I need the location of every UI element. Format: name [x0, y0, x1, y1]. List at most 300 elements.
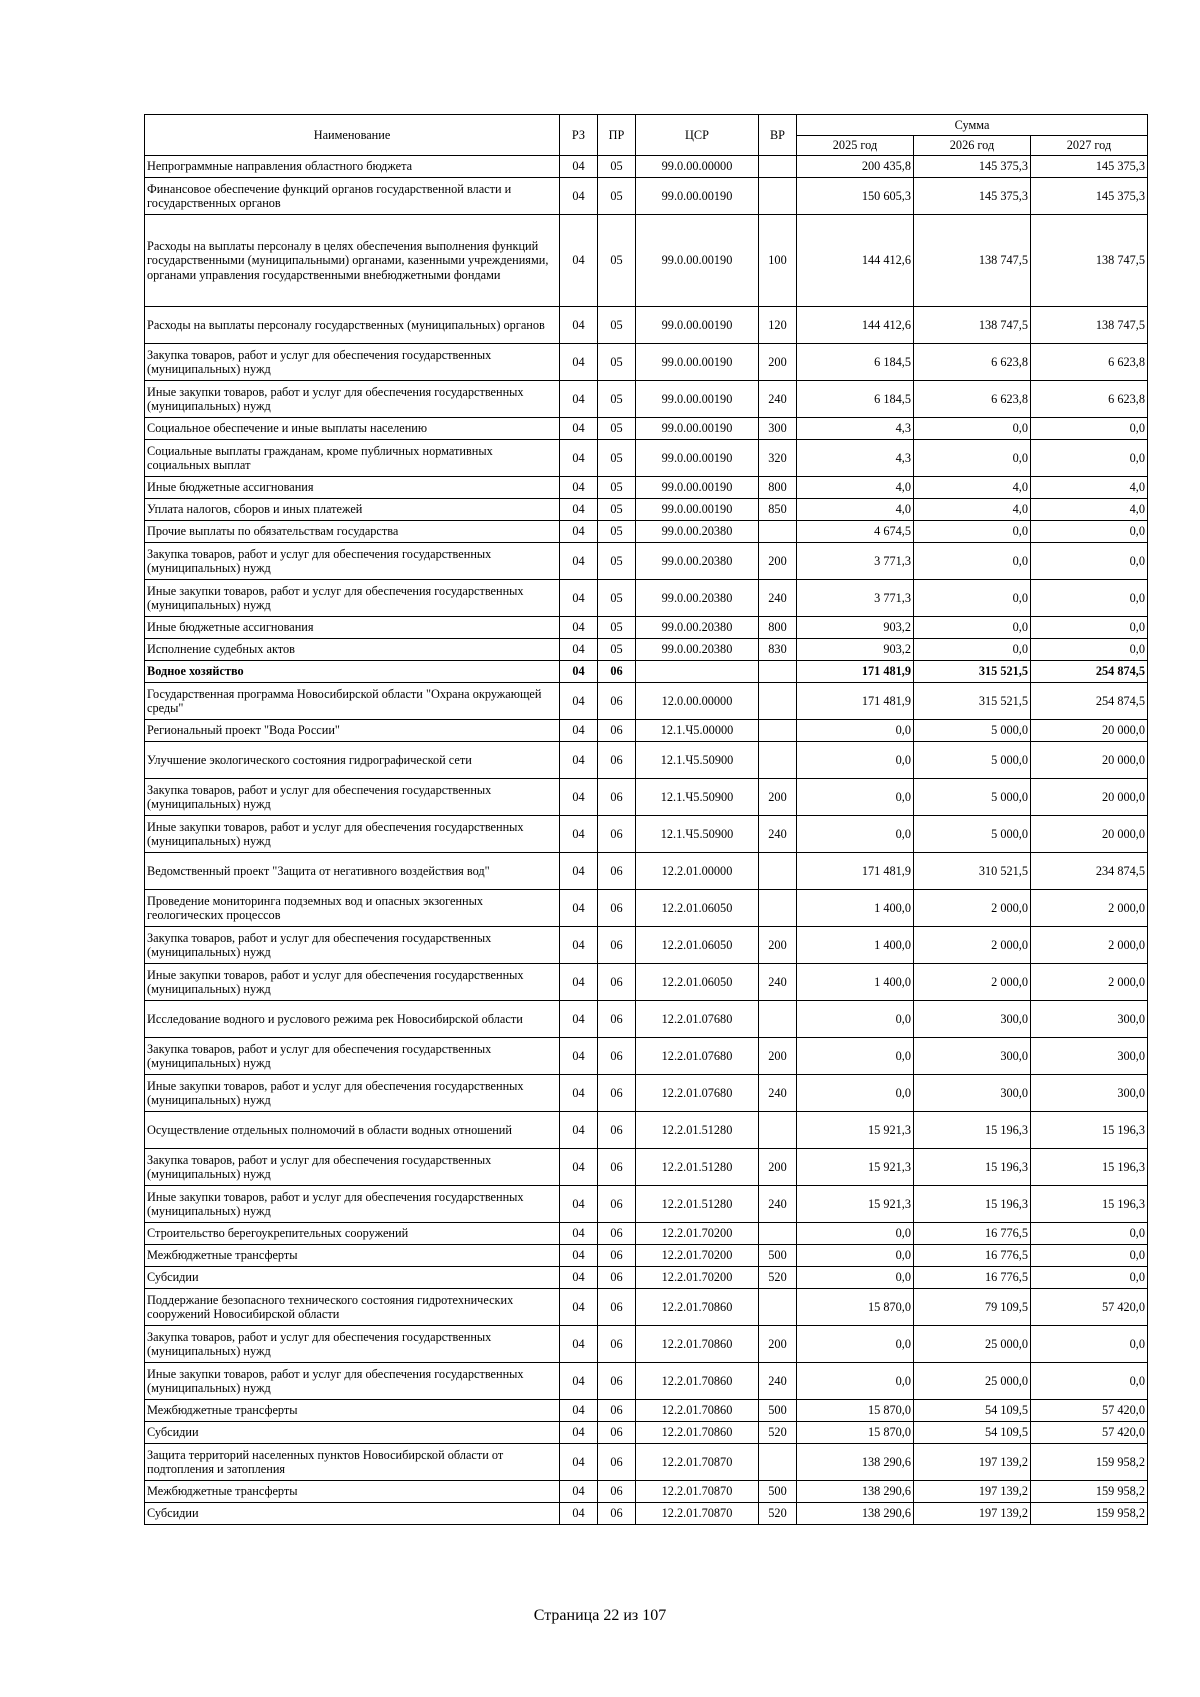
row-csr: 12.1.Ч5.50900: [636, 779, 759, 816]
row-csr: 12.2.01.07680: [636, 1001, 759, 1038]
row-rz: 04: [560, 1038, 598, 1075]
row-csr: 12.2.01.70200: [636, 1267, 759, 1289]
row-amount-2026: 0,0: [914, 639, 1031, 661]
table-row: [145, 1075, 1148, 1112]
row-name: Иные бюджетные ассигнования: [145, 477, 560, 499]
row-csr: 99.0.00.00000: [636, 156, 759, 178]
row-name: Межбюджетные трансферты: [145, 1400, 560, 1422]
row-amount-2026: 79 109,5: [914, 1289, 1031, 1326]
row-amount-2025: 0,0: [797, 1267, 914, 1289]
table-row: [145, 580, 1148, 617]
row-csr: 12.2.01.70860: [636, 1363, 759, 1400]
row-amount-2025: 1 400,0: [797, 964, 914, 1001]
row-name: Прочие выплаты по обязательствам государства: [145, 521, 560, 543]
table-row: [145, 521, 1148, 543]
row-rz: 04: [560, 1001, 598, 1038]
table-row: [145, 853, 1148, 890]
row-vr: 520: [759, 1267, 797, 1289]
row-amount-2025: 6 184,5: [797, 344, 914, 381]
row-amount-2027: 2 000,0: [1031, 964, 1148, 1001]
row-amount-2026: 16 776,5: [914, 1267, 1031, 1289]
row-name: Расходы на выплаты персоналу государственных (муниципальных) органов: [145, 307, 560, 344]
row-pr: 05: [598, 215, 636, 307]
row-pr: 06: [598, 742, 636, 779]
row-amount-2025: 3 771,3: [797, 580, 914, 617]
row-pr: 05: [598, 580, 636, 617]
row-amount-2027: 300,0: [1031, 1001, 1148, 1038]
row-pr: 06: [598, 1444, 636, 1481]
row-rz: 04: [560, 1245, 598, 1267]
row-amount-2025: 0,0: [797, 1326, 914, 1363]
row-rz: 04: [560, 1422, 598, 1444]
row-rz: 04: [560, 720, 598, 742]
row-rz: 04: [560, 1186, 598, 1223]
row-amount-2026: 5 000,0: [914, 816, 1031, 853]
row-amount-2027: 0,0: [1031, 1267, 1148, 1289]
row-name: Государственная программа Новосибирской области "Охрана окружающей среды": [145, 683, 560, 720]
row-amount-2026: 4,0: [914, 499, 1031, 521]
row-amount-2026: 0,0: [914, 580, 1031, 617]
row-name: Социальное обеспечение и иные выплаты населению: [145, 418, 560, 440]
row-amount-2027: 159 958,2: [1031, 1481, 1148, 1503]
row-vr: [759, 1001, 797, 1038]
row-amount-2026: 0,0: [914, 440, 1031, 477]
row-csr: 12.1.Ч5.50900: [636, 742, 759, 779]
row-name: Водное хозяйство: [145, 661, 560, 683]
table-row: [145, 927, 1148, 964]
row-csr: 12.1.Ч5.50900: [636, 816, 759, 853]
row-name: Иные закупки товаров, работ и услуг для обеспечения государственных (муниципальных) нужд: [145, 964, 560, 1001]
header-vr: ВР: [759, 115, 797, 156]
row-amount-2026: 54 109,5: [914, 1400, 1031, 1422]
table-row: [145, 543, 1148, 580]
row-amount-2025: 1 400,0: [797, 890, 914, 927]
row-vr: 200: [759, 1149, 797, 1186]
row-vr: [759, 661, 797, 683]
row-csr: 99.0.00.20380: [636, 639, 759, 661]
row-amount-2026: 15 196,3: [914, 1112, 1031, 1149]
row-amount-2025: 0,0: [797, 1363, 914, 1400]
row-vr: 200: [759, 779, 797, 816]
row-csr: 12.2.01.70870: [636, 1503, 759, 1525]
row-vr: 500: [759, 1481, 797, 1503]
row-amount-2025: 15 870,0: [797, 1400, 914, 1422]
row-rz: 04: [560, 1444, 598, 1481]
table-row: [145, 1422, 1148, 1444]
row-amount-2025: 0,0: [797, 1245, 914, 1267]
row-amount-2027: 6 623,8: [1031, 381, 1148, 418]
row-csr: 12.2.01.07680: [636, 1075, 759, 1112]
row-rz: 04: [560, 381, 598, 418]
row-amount-2026: 197 139,2: [914, 1503, 1031, 1525]
row-rz: 04: [560, 779, 598, 816]
row-vr: [759, 521, 797, 543]
row-csr: 12.2.01.70860: [636, 1400, 759, 1422]
row-amount-2025: 1 400,0: [797, 927, 914, 964]
table-row: [145, 661, 1148, 683]
row-rz: 04: [560, 178, 598, 215]
row-csr: 12.2.01.70860: [636, 1422, 759, 1444]
row-csr: 99.0.00.00190: [636, 440, 759, 477]
table-row: [145, 1326, 1148, 1363]
row-csr: 99.0.00.00190: [636, 477, 759, 499]
table-row: [145, 1363, 1148, 1400]
row-amount-2025: 4,0: [797, 499, 914, 521]
row-amount-2027: 138 747,5: [1031, 215, 1148, 307]
row-vr: 240: [759, 964, 797, 1001]
header-year-2025: 2025 год: [797, 136, 914, 156]
table-header: [145, 115, 1148, 156]
row-amount-2027: 0,0: [1031, 1326, 1148, 1363]
row-amount-2025: 171 481,9: [797, 853, 914, 890]
row-pr: 05: [598, 521, 636, 543]
row-pr: 06: [598, 661, 636, 683]
row-name: Региональный проект "Вода России": [145, 720, 560, 742]
row-csr: 99.0.00.20380: [636, 580, 759, 617]
table-row: [145, 742, 1148, 779]
row-amount-2026: 16 776,5: [914, 1245, 1031, 1267]
row-vr: [759, 890, 797, 927]
row-amount-2025: 15 921,3: [797, 1112, 914, 1149]
row-csr: 99.0.00.00190: [636, 418, 759, 440]
row-pr: 06: [598, 1186, 636, 1223]
row-vr: [759, 1112, 797, 1149]
table-row: [145, 683, 1148, 720]
row-rz: 04: [560, 1481, 598, 1503]
row-csr: 99.0.00.20380: [636, 521, 759, 543]
row-amount-2027: 0,0: [1031, 1363, 1148, 1400]
row-csr: 12.2.01.51280: [636, 1149, 759, 1186]
row-name: Защита территорий населенных пунктов Новосибирской области от подтопления и затопления: [145, 1444, 560, 1481]
row-rz: 04: [560, 307, 598, 344]
row-amount-2026: 5 000,0: [914, 720, 1031, 742]
row-name: Проведение мониторинга подземных вод и опасных экзогенных геологических процессов: [145, 890, 560, 927]
table-row: [145, 964, 1148, 1001]
row-rz: 04: [560, 617, 598, 639]
row-csr: 12.2.01.70870: [636, 1481, 759, 1503]
row-pr: 05: [598, 477, 636, 499]
table-row: [145, 1186, 1148, 1223]
header-csr: ЦСР: [636, 115, 759, 156]
row-pr: 06: [598, 1400, 636, 1422]
row-name: Непрограммные направления областного бюджета: [145, 156, 560, 178]
budget-table: [144, 114, 1148, 1525]
row-vr: 850: [759, 499, 797, 521]
row-csr: 12.2.01.70870: [636, 1444, 759, 1481]
row-name: Иные закупки товаров, работ и услуг для обеспечения государственных (муниципальных) нужд: [145, 1186, 560, 1223]
row-csr: [636, 661, 759, 683]
row-amount-2026: 138 747,5: [914, 215, 1031, 307]
row-vr: 120: [759, 307, 797, 344]
row-vr: [759, 1289, 797, 1326]
row-amount-2026: 0,0: [914, 418, 1031, 440]
row-amount-2026: 0,0: [914, 521, 1031, 543]
row-amount-2026: 197 139,2: [914, 1444, 1031, 1481]
row-name: Закупка товаров, работ и услуг для обеспечения государственных (муниципальных) нужд: [145, 779, 560, 816]
row-amount-2027: 2 000,0: [1031, 890, 1148, 927]
row-rz: 04: [560, 964, 598, 1001]
row-vr: 800: [759, 477, 797, 499]
row-amount-2027: 2 000,0: [1031, 927, 1148, 964]
table-row: [145, 1444, 1148, 1481]
row-amount-2027: 300,0: [1031, 1075, 1148, 1112]
row-vr: 500: [759, 1400, 797, 1422]
row-csr: 12.2.01.51280: [636, 1186, 759, 1223]
row-csr: 99.0.00.00190: [636, 344, 759, 381]
row-amount-2025: 15 870,0: [797, 1422, 914, 1444]
row-amount-2027: 20 000,0: [1031, 779, 1148, 816]
row-csr: 99.0.00.00190: [636, 307, 759, 344]
row-vr: 240: [759, 1075, 797, 1112]
row-vr: 300: [759, 418, 797, 440]
row-name: Закупка товаров, работ и услуг для обеспечения государственных (муниципальных) нужд: [145, 1326, 560, 1363]
row-csr: 12.2.01.00000: [636, 853, 759, 890]
row-pr: 06: [598, 1038, 636, 1075]
row-pr: 05: [598, 543, 636, 580]
row-amount-2026: 2 000,0: [914, 964, 1031, 1001]
table-row: [145, 1503, 1148, 1525]
row-csr: 12.2.01.70200: [636, 1245, 759, 1267]
table-row: [145, 381, 1148, 418]
row-amount-2027: 57 420,0: [1031, 1289, 1148, 1326]
table-row: [145, 617, 1148, 639]
row-amount-2027: 159 958,2: [1031, 1444, 1148, 1481]
table-row: [145, 1038, 1148, 1075]
row-vr: 240: [759, 1363, 797, 1400]
row-amount-2027: 15 196,3: [1031, 1112, 1148, 1149]
page-number: Страница 22 из 107: [533, 1607, 667, 1624]
row-vr: [759, 178, 797, 215]
row-amount-2025: 171 481,9: [797, 683, 914, 720]
table-row: [145, 1112, 1148, 1149]
row-vr: [759, 1223, 797, 1245]
row-name: Иные закупки товаров, работ и услуг для обеспечения государственных (муниципальных) нужд: [145, 1075, 560, 1112]
row-amount-2026: 4,0: [914, 477, 1031, 499]
table-row: [145, 779, 1148, 816]
table-row: [145, 1481, 1148, 1503]
row-vr: 240: [759, 1186, 797, 1223]
row-rz: 04: [560, 580, 598, 617]
row-rz: 04: [560, 543, 598, 580]
row-vr: [759, 1444, 797, 1481]
row-amount-2025: 138 290,6: [797, 1503, 914, 1525]
row-amount-2027: 138 747,5: [1031, 307, 1148, 344]
table-row: [145, 1289, 1148, 1326]
row-pr: 05: [598, 381, 636, 418]
row-name: Исполнение судебных актов: [145, 639, 560, 661]
row-amount-2026: 5 000,0: [914, 742, 1031, 779]
row-amount-2025: 0,0: [797, 779, 914, 816]
row-vr: 240: [759, 816, 797, 853]
row-pr: 05: [598, 344, 636, 381]
row-pr: 06: [598, 1001, 636, 1038]
row-amount-2027: 15 196,3: [1031, 1149, 1148, 1186]
row-name: Осуществление отдельных полномочий в области водных отношений: [145, 1112, 560, 1149]
row-amount-2026: 15 196,3: [914, 1186, 1031, 1223]
row-amount-2027: 0,0: [1031, 617, 1148, 639]
row-pr: 06: [598, 779, 636, 816]
row-rz: 04: [560, 1503, 598, 1525]
row-name: Ведомственный проект "Защита от негативного воздействия вод": [145, 853, 560, 890]
row-name: Субсидии: [145, 1503, 560, 1525]
table-row: [145, 307, 1148, 344]
table-row: [145, 720, 1148, 742]
row-name: Закупка товаров, работ и услуг для обеспечения государственных (муниципальных) нужд: [145, 1038, 560, 1075]
row-name: Исследование водного и руслового режима рек Новосибирской области: [145, 1001, 560, 1038]
row-amount-2025: 4,3: [797, 440, 914, 477]
row-amount-2027: 4,0: [1031, 477, 1148, 499]
row-amount-2027: 20 000,0: [1031, 742, 1148, 779]
header-sum: Сумма: [797, 115, 1148, 136]
row-pr: 06: [598, 683, 636, 720]
row-amount-2026: 2 000,0: [914, 890, 1031, 927]
row-pr: 06: [598, 720, 636, 742]
row-pr: 06: [598, 1223, 636, 1245]
row-amount-2025: 15 921,3: [797, 1149, 914, 1186]
row-pr: 06: [598, 1267, 636, 1289]
row-csr: 12.0.00.00000: [636, 683, 759, 720]
row-amount-2027: 234 874,5: [1031, 853, 1148, 890]
table-row: [145, 440, 1148, 477]
row-name: Уплата налогов, сборов и иных платежей: [145, 499, 560, 521]
header-pr: ПР: [598, 115, 636, 156]
row-vr: [759, 742, 797, 779]
row-amount-2025: 903,2: [797, 617, 914, 639]
row-amount-2026: 25 000,0: [914, 1363, 1031, 1400]
row-amount-2026: 6 623,8: [914, 344, 1031, 381]
row-vr: 200: [759, 543, 797, 580]
row-amount-2025: 6 184,5: [797, 381, 914, 418]
row-amount-2027: 0,0: [1031, 580, 1148, 617]
row-rz: 04: [560, 1223, 598, 1245]
row-csr: 12.2.01.70860: [636, 1326, 759, 1363]
row-amount-2025: 903,2: [797, 639, 914, 661]
row-amount-2026: 138 747,5: [914, 307, 1031, 344]
row-rz: 04: [560, 661, 598, 683]
row-pr: 06: [598, 890, 636, 927]
table-row: [145, 890, 1148, 927]
row-rz: 04: [560, 1363, 598, 1400]
row-amount-2026: 315 521,5: [914, 683, 1031, 720]
row-pr: 06: [598, 1075, 636, 1112]
row-rz: 04: [560, 344, 598, 381]
row-amount-2025: 0,0: [797, 720, 914, 742]
row-amount-2025: 15 921,3: [797, 1186, 914, 1223]
row-csr: 12.2.01.07680: [636, 1038, 759, 1075]
row-vr: 200: [759, 927, 797, 964]
row-amount-2026: 6 623,8: [914, 381, 1031, 418]
row-amount-2025: 0,0: [797, 742, 914, 779]
row-name: Закупка товаров, работ и услуг для обеспечения государственных (муниципальных) нужд: [145, 543, 560, 580]
row-pr: 05: [598, 418, 636, 440]
row-pr: 06: [598, 1245, 636, 1267]
row-amount-2026: 2 000,0: [914, 927, 1031, 964]
row-amount-2025: 15 870,0: [797, 1289, 914, 1326]
row-name: Иные закупки товаров, работ и услуг для обеспечения государственных (муниципальных) нужд: [145, 580, 560, 617]
row-amount-2027: 0,0: [1031, 440, 1148, 477]
table-row: [145, 178, 1148, 215]
table-row: [145, 816, 1148, 853]
row-pr: 06: [598, 964, 636, 1001]
header-name: Наименование: [145, 115, 560, 156]
row-amount-2026: 145 375,3: [914, 156, 1031, 178]
row-rz: 04: [560, 1267, 598, 1289]
row-amount-2026: 145 375,3: [914, 178, 1031, 215]
row-pr: 06: [598, 927, 636, 964]
row-amount-2027: 0,0: [1031, 418, 1148, 440]
row-pr: 05: [598, 440, 636, 477]
row-rz: 04: [560, 499, 598, 521]
table-row: [145, 1400, 1148, 1422]
row-csr: 99.0.00.00190: [636, 178, 759, 215]
row-pr: 06: [598, 1112, 636, 1149]
row-name: Межбюджетные трансферты: [145, 1245, 560, 1267]
row-pr: 06: [598, 1149, 636, 1186]
row-amount-2026: 315 521,5: [914, 661, 1031, 683]
header-year-2027: 2027 год: [1031, 136, 1148, 156]
row-amount-2027: 0,0: [1031, 521, 1148, 543]
row-amount-2027: 0,0: [1031, 1245, 1148, 1267]
table-body: [145, 156, 1148, 1525]
row-amount-2025: 4 674,5: [797, 521, 914, 543]
row-amount-2026: 300,0: [914, 1075, 1031, 1112]
row-amount-2025: 0,0: [797, 1038, 914, 1075]
row-pr: 06: [598, 1481, 636, 1503]
row-rz: 04: [560, 816, 598, 853]
row-name: Строительство берегоукрепительных сооружений: [145, 1223, 560, 1245]
row-vr: [759, 853, 797, 890]
row-amount-2025: 0,0: [797, 1001, 914, 1038]
table-row: [145, 1223, 1148, 1245]
row-amount-2026: 0,0: [914, 617, 1031, 639]
row-amount-2027: 0,0: [1031, 543, 1148, 580]
row-pr: 05: [598, 617, 636, 639]
row-amount-2026: 197 139,2: [914, 1481, 1031, 1503]
row-vr: 520: [759, 1503, 797, 1525]
row-name: Иные закупки товаров, работ и услуг для обеспечения государственных (муниципальных) нужд: [145, 1363, 560, 1400]
row-vr: [759, 683, 797, 720]
row-csr: 99.0.00.20380: [636, 617, 759, 639]
row-name: Закупка товаров, работ и услуг для обеспечения государственных (муниципальных) нужд: [145, 344, 560, 381]
row-vr: 320: [759, 440, 797, 477]
row-amount-2027: 4,0: [1031, 499, 1148, 521]
row-amount-2027: 0,0: [1031, 639, 1148, 661]
row-amount-2025: 200 435,8: [797, 156, 914, 178]
table-row: [145, 477, 1148, 499]
row-rz: 04: [560, 890, 598, 927]
table-row: [145, 1001, 1148, 1038]
row-amount-2026: 0,0: [914, 543, 1031, 580]
row-vr: 520: [759, 1422, 797, 1444]
row-csr: 12.2.01.70860: [636, 1289, 759, 1326]
header-year-2026: 2026 год: [914, 136, 1031, 156]
row-amount-2027: 57 420,0: [1031, 1422, 1148, 1444]
row-rz: 04: [560, 1289, 598, 1326]
row-rz: 04: [560, 477, 598, 499]
row-pr: 05: [598, 499, 636, 521]
row-vr: 200: [759, 1326, 797, 1363]
row-rz: 04: [560, 683, 598, 720]
row-amount-2027: 254 874,5: [1031, 683, 1148, 720]
row-amount-2026: 25 000,0: [914, 1326, 1031, 1363]
row-vr: 800: [759, 617, 797, 639]
row-csr: 99.0.00.00190: [636, 499, 759, 521]
row-rz: 04: [560, 521, 598, 543]
row-amount-2027: 20 000,0: [1031, 816, 1148, 853]
table-row: [145, 1149, 1148, 1186]
row-amount-2027: 0,0: [1031, 1223, 1148, 1245]
row-amount-2026: 300,0: [914, 1001, 1031, 1038]
